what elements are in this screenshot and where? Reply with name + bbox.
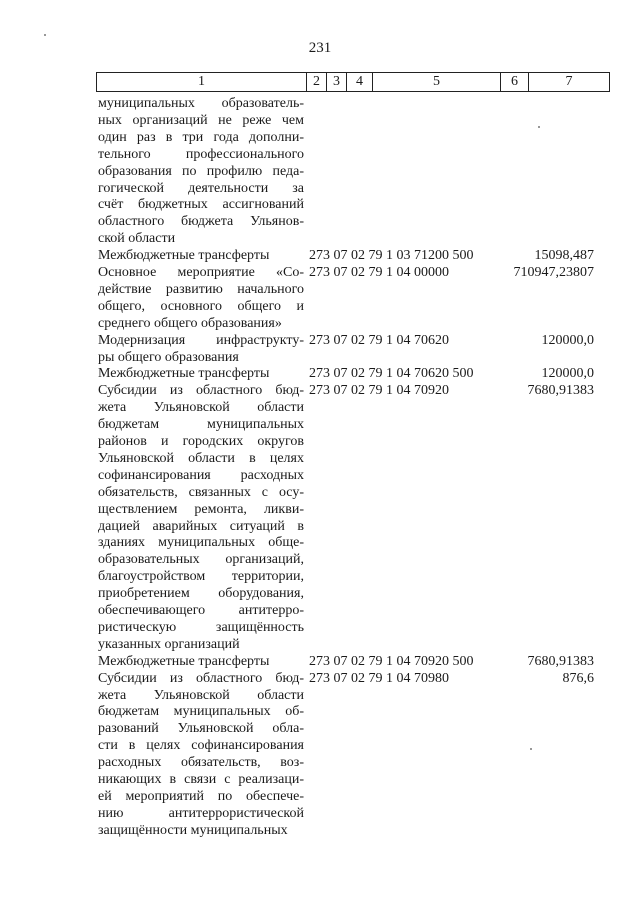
description-line: ей мероприятий по обеспече- bbox=[98, 788, 304, 804]
row-description bbox=[98, 654, 304, 671]
table-row bbox=[0, 654, 640, 671]
header-col-3: 3 bbox=[327, 73, 347, 91]
description-line: ществлением ремонта, ликви- bbox=[98, 501, 304, 517]
row-amount: 7680,91383 bbox=[527, 653, 594, 669]
description-line: бюджетам муниципальных об- bbox=[98, 704, 304, 720]
row-amount: 120000,0 bbox=[541, 332, 594, 348]
description-line: защищённости муниципальных bbox=[98, 822, 288, 838]
scan-speck bbox=[530, 748, 532, 750]
table-row bbox=[0, 383, 640, 653]
description-line: муниципальных образователь- bbox=[98, 96, 304, 111]
description-line: Модернизация инфраструкту- bbox=[98, 332, 304, 348]
description-line: общего, основного общего и bbox=[98, 298, 304, 314]
description-line: тельного профессионального bbox=[98, 146, 304, 162]
row-description bbox=[98, 366, 304, 383]
description-line: расходных обязательств, воз- bbox=[98, 755, 304, 771]
header-col-4: 4 bbox=[347, 73, 373, 91]
row-classification-code: 273 07 02 79 1 04 70920 bbox=[309, 383, 449, 399]
description-line: никающих в связи с реализаци- bbox=[98, 772, 304, 788]
description-line: жета Ульяновской области bbox=[98, 687, 304, 703]
description-line: сти в целях софинансирования bbox=[98, 738, 304, 754]
row-amount: 710947,23807 bbox=[513, 265, 594, 280]
table-row bbox=[0, 96, 640, 248]
table-row bbox=[0, 248, 640, 265]
row-classification-code: 273 07 02 79 1 03 71200 500 bbox=[309, 248, 474, 264]
description-line: ных организаций не реже чем bbox=[98, 112, 304, 128]
header-col-5: 5 bbox=[373, 73, 501, 91]
description-line: один раз в три года дополни- bbox=[98, 129, 304, 145]
description-line: благоустройством территории, bbox=[98, 569, 304, 585]
description-line: обеспечивающего антитерро- bbox=[98, 603, 304, 619]
header-col-7: 7 bbox=[565, 74, 573, 89]
row-classification-code: 273 07 02 79 1 04 70620 bbox=[309, 332, 449, 348]
description-line: зданиях муниципальных обще- bbox=[98, 535, 304, 551]
description-line: районов и городских округов bbox=[98, 434, 304, 450]
description-line: ристическую защищённость bbox=[98, 619, 304, 635]
description-line: бюджетам муниципальных bbox=[98, 417, 304, 433]
row-description bbox=[98, 248, 304, 265]
scan-speck bbox=[538, 126, 540, 128]
description-line: ры общего образования bbox=[98, 349, 239, 365]
description-line: нию антитеррористической bbox=[98, 805, 304, 821]
description-line: областного бюджета Ульянов- bbox=[98, 214, 304, 230]
header-col-6: 6 bbox=[501, 73, 529, 91]
row-description bbox=[98, 671, 304, 840]
description-line: указанных организаций bbox=[98, 636, 240, 652]
description-line: гогической деятельности за bbox=[98, 180, 304, 196]
description-line: разований Ульяновской обла- bbox=[98, 721, 304, 737]
row-amount: 15098,487 bbox=[534, 248, 594, 264]
row-description bbox=[98, 383, 304, 654]
description-line: софинансирования расходных bbox=[98, 467, 304, 483]
description-line: Субсидии из областного бюд- bbox=[98, 670, 304, 686]
description-line: ской области bbox=[98, 231, 176, 247]
description-line: приобретением оборудования, bbox=[98, 586, 304, 602]
row-classification-code: 273 07 02 79 1 04 70620 500 bbox=[309, 366, 474, 382]
row-description bbox=[98, 96, 304, 248]
description-line: образовательных организаций, bbox=[98, 552, 304, 568]
row-classification-code: 273 07 02 79 1 04 70980 bbox=[309, 670, 449, 686]
header-col-2: 2 bbox=[307, 73, 327, 91]
description-line: дацией аварийных ситуаций в bbox=[98, 518, 304, 534]
row-classification-code: 273 07 02 79 1 04 00000 bbox=[309, 265, 449, 280]
row-description bbox=[98, 333, 304, 367]
description-line: Ульяновской области в целях bbox=[98, 450, 304, 466]
description-line: Основное мероприятие «Со- bbox=[98, 265, 304, 280]
table-row bbox=[0, 265, 640, 333]
table-row bbox=[0, 671, 640, 840]
row-amount: 7680,91383 bbox=[527, 383, 594, 399]
description-line: действие развитию начального bbox=[98, 281, 304, 297]
scan-speck bbox=[44, 34, 46, 36]
description-line: счёт бюджетных ассигнований bbox=[98, 197, 304, 213]
header-col-1: 1 bbox=[97, 73, 307, 91]
row-classification-code: 273 07 02 79 1 04 70920 500 bbox=[309, 653, 474, 669]
description-line: жета Ульяновской области bbox=[98, 400, 304, 416]
description-line: Межбюджетные трансферты bbox=[98, 653, 270, 669]
description-line: обязательств, связанных с осу- bbox=[98, 484, 304, 500]
table-row bbox=[0, 333, 640, 367]
table-row bbox=[0, 366, 640, 383]
description-line: Межбюджетные трансферты bbox=[98, 366, 270, 382]
row-description bbox=[98, 265, 304, 333]
description-line: образования по профилю педа- bbox=[98, 163, 304, 179]
description-line: Межбюджетные трансферты bbox=[98, 248, 270, 264]
row-amount: 120000,0 bbox=[541, 366, 594, 382]
description-line: среднего общего образования» bbox=[98, 315, 282, 331]
row-amount: 876,6 bbox=[562, 670, 594, 686]
description-line: Субсидии из областного бюд- bbox=[98, 383, 304, 399]
page-number: 231 bbox=[308, 40, 332, 56]
